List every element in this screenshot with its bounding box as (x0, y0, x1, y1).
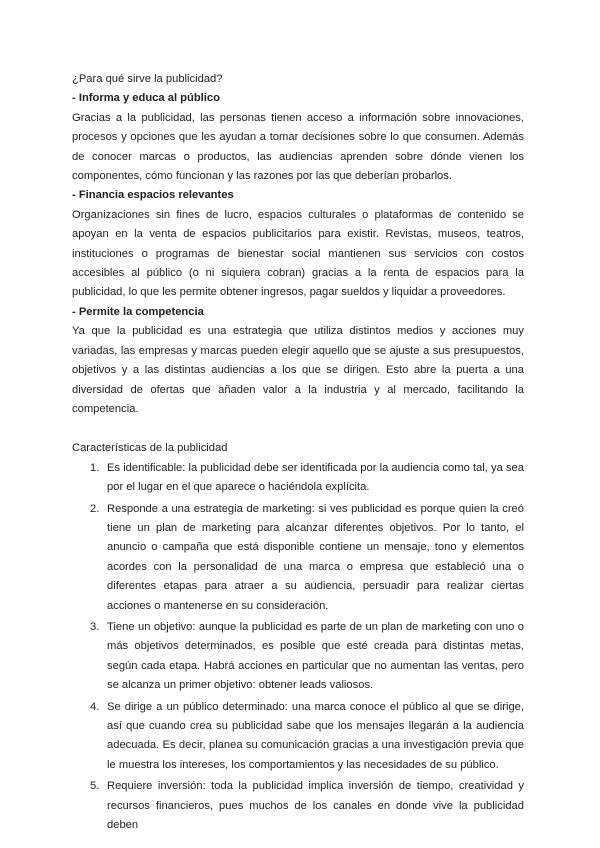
heading-informa: - Informa y educa al público (72, 92, 220, 105)
list-item (90, 459, 524, 498)
list-item-text: Es identificable: la publicidad debe ser identificada por la audiencia como tal, ya sea por el lugar en el que aparece o haciéndola explícita. (107, 461, 524, 494)
list-item-text: Tiene un objetivo: aunque la publicidad es parte de un plan de marketing con uno o más objetivos determinados, es posible que esté creada para distintas metas, según cada etapa. Habrá acciones en particular que no aumentan las ventas, pero se alcanza un primer objetivo: obtener leads valiosos. (107, 620, 524, 692)
list-item-text: Responde a una estrategia de marketing: si ves publicidad es porque quien la creó tiene un plan de marketing para alcanzar diferentes objetivos. Por lo tanto, el anuncio o campaña que está disponible contiene un mensaje, tono y elementos acordes con la personalidad de una marca o empresa que estableció una o diferentes etapas para atraer a su audiencia, persuadir para realizar ciertas acciones o mantenerse en su consideración. (107, 502, 524, 612)
list-number: 2. (90, 502, 100, 515)
paragraph-informa: Gracias a la publicidad, las personas tienen acceso a información sobre innovaciones, procesos y opciones que les ayudan a tomar decisiones sobre lo que consumen. Además de conocer marcas o productos, las audiencias aprenden sobre dónde vienen los componentes, cómo funcionan y las razones por las que deberían probarlos. (72, 111, 524, 183)
list-item (90, 500, 524, 616)
list-item (90, 777, 524, 835)
list-number: 3. (90, 620, 100, 633)
list-item (90, 698, 524, 776)
paragraph-financia: Organizaciones sin fines de lucro, espacios culturales o plataformas de contenido se apoyan en la venta de espacios publicitarios para existir. Revistas, museos, teatros, instituciones o programas de bienestar social mantienen sus servicios con costos accesibles al público (o ni siquiera cobran) gracias a la renta de espacios para la publicidad, lo que les permite obtener ingresos, pagar sueldos y liquidar a proveedores. (72, 208, 524, 299)
blank-line (72, 419, 524, 439)
paragraph-competencia: Ya que la publicidad es una estrategia que utiliza distintos medios y acciones muy variadas, las empresas y marcas pueden elegir aquello que se ajuste a sus presupuestos, objetivos y a las distintas audiencias a los que se dirigen. Esto abre la puerta a una diversidad de ofertas que añaden valor a la industria y al mercado, facilitando la competencia. (72, 325, 524, 415)
document-page (72, 70, 524, 837)
list-item (90, 618, 524, 696)
list-number: 1. (90, 461, 100, 474)
list-item-text: Requiere inversión: toda la publicidad implica inversión de tiempo, creatividad y recursos financieros, pues muchos de los canales en donde vive la publicidad deben (107, 780, 524, 832)
list-item-text: Se dirige a un público determinado: una marca conoce el público al que se dirige, así que cuando crea su publicidad sabe que los mensajes llegarán a la audiencia adecuada. Es decir, planea su comunicación gracias a una investigación previa que le muestra los intereses, los comportamientos y las necesidades de su público. (107, 700, 524, 771)
section-question: ¿Para qué sirve la publicidad? (72, 73, 223, 85)
list-number: 5. (90, 780, 100, 793)
heading-financia: - Financia espacios relevantes (72, 189, 234, 202)
heading-competencia: - Permite la competencia (72, 305, 204, 318)
features-title: Características de la publicidad (72, 442, 228, 455)
features-list (72, 459, 524, 836)
list-number: 4. (90, 700, 100, 713)
